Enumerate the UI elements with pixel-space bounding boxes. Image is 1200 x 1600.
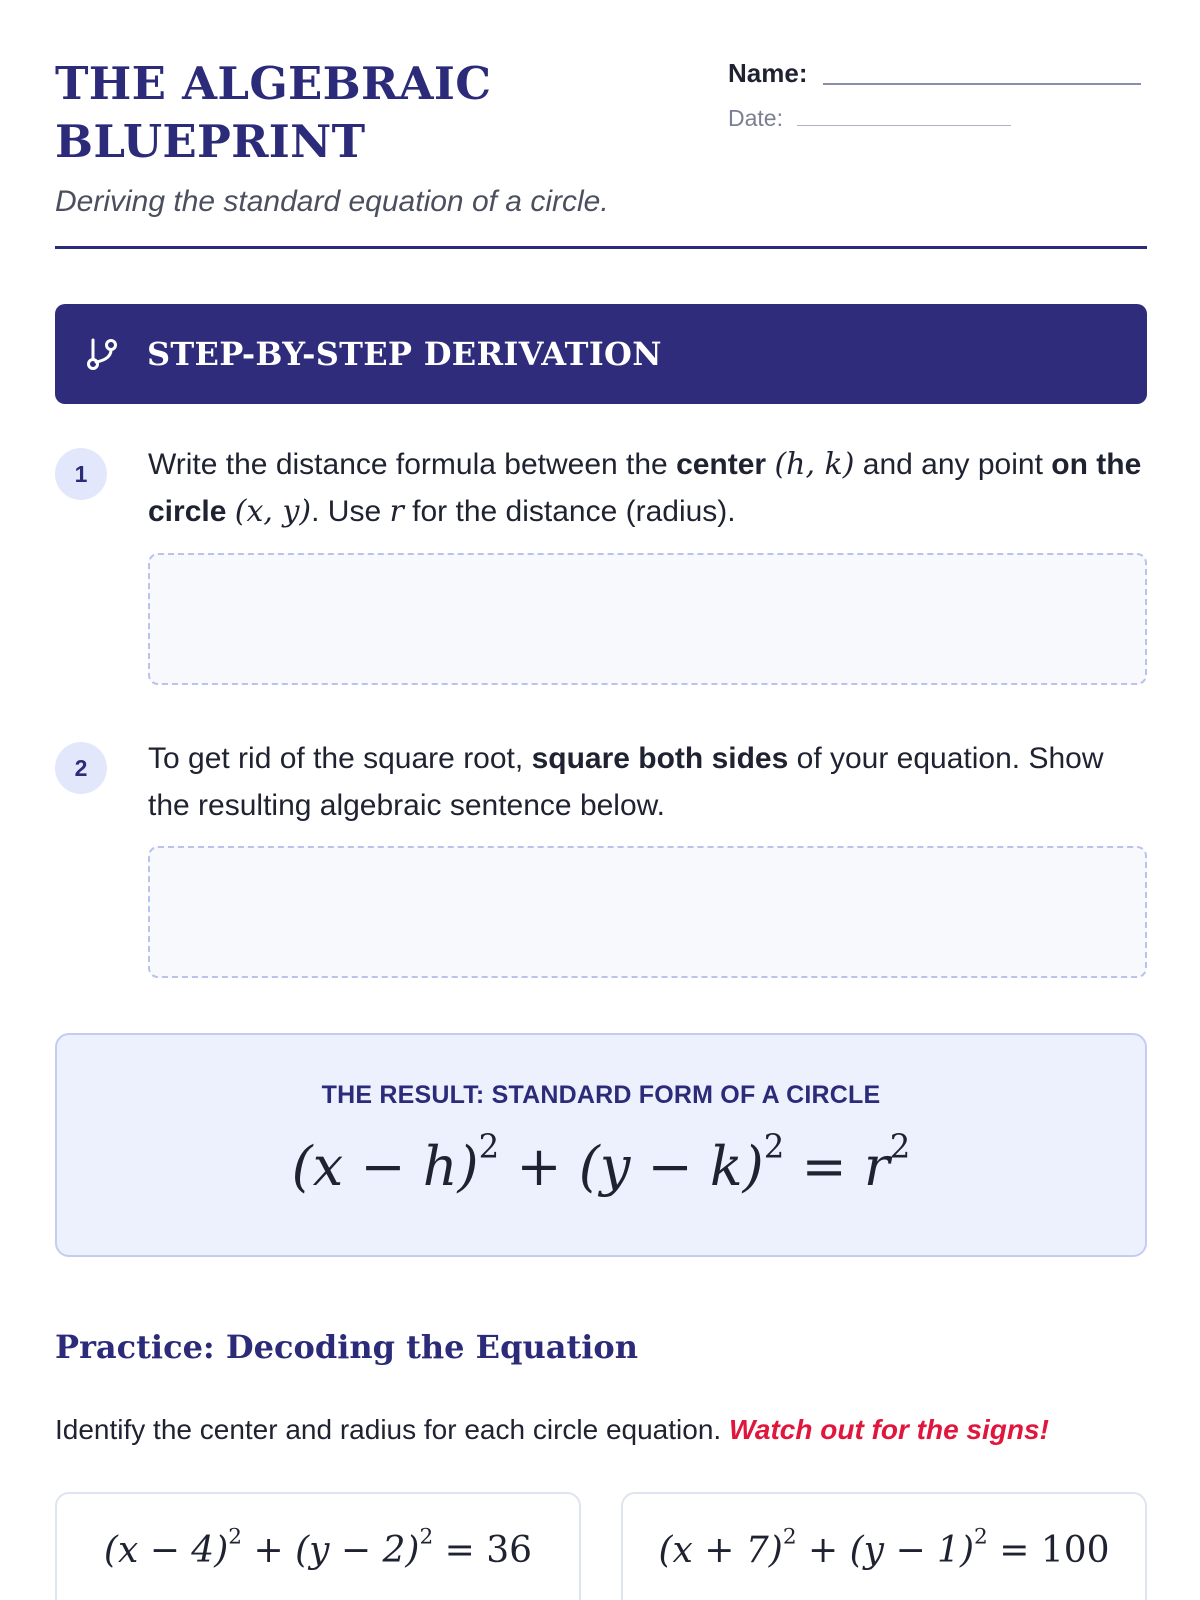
result-label: THE RESULT: STANDARD FORM OF A CIRCLE xyxy=(321,1081,881,1109)
name-input-line[interactable] xyxy=(823,83,1141,85)
page-title-line2: BLUEPRINT xyxy=(55,115,366,168)
step-2-instruction: To get rid of the square root, square both sides of your equation. Show the resulting algebraic sentence below. xyxy=(148,742,1104,822)
section-banner-title: STEP-BY-STEP DERIVATION xyxy=(147,335,662,373)
page-title-line1: THE ALGEBRAIC xyxy=(55,57,492,110)
practice-equation-1: $(x - 4)^2 + (y - 2)^2 = 36$ xyxy=(103,1524,533,1571)
practice-card-1 xyxy=(55,1492,581,1600)
practice-section-title: Practice: Decoding the Equation xyxy=(55,1328,638,1366)
date-field-row xyxy=(728,105,1148,132)
step-1-answer-box[interactable] xyxy=(148,553,1147,685)
practice-equation-2: $(x + 7)^2 + (y - 1)^2 = 100$ xyxy=(658,1524,1110,1571)
name-field-row xyxy=(728,58,1148,89)
signs-warning: Watch out for the signs! xyxy=(728,1414,1049,1445)
step-number-badge: 1 xyxy=(55,448,107,500)
date-label: Date: xyxy=(728,105,783,131)
date-input-line[interactable] xyxy=(797,125,1011,126)
name-label: Name: xyxy=(728,58,808,88)
page-title xyxy=(55,55,675,171)
step-number-badge: 2 xyxy=(55,742,107,794)
header-divider xyxy=(55,246,1147,249)
step-1-instruction: Write the distance formula between the center (h, k) and any point on the circle (x, y). Use r for the distance (radius). xyxy=(148,447,1142,529)
section-banner xyxy=(55,304,1147,404)
result-callout xyxy=(55,1033,1147,1257)
step-2-answer-box[interactable] xyxy=(148,846,1147,978)
practice-instruction: Identify the center and radius for each circle equation. Watch out for the signs! xyxy=(55,1414,1049,1445)
page-subtitle: Deriving the standard equation of a circle. xyxy=(55,185,609,218)
branch-icon xyxy=(83,335,121,373)
practice-card-2 xyxy=(621,1492,1147,1600)
standard-form-equation: $(x - h)^2 + (y - k)^2 = r^2$ xyxy=(291,1127,911,1198)
student-info-fields xyxy=(728,58,1148,132)
